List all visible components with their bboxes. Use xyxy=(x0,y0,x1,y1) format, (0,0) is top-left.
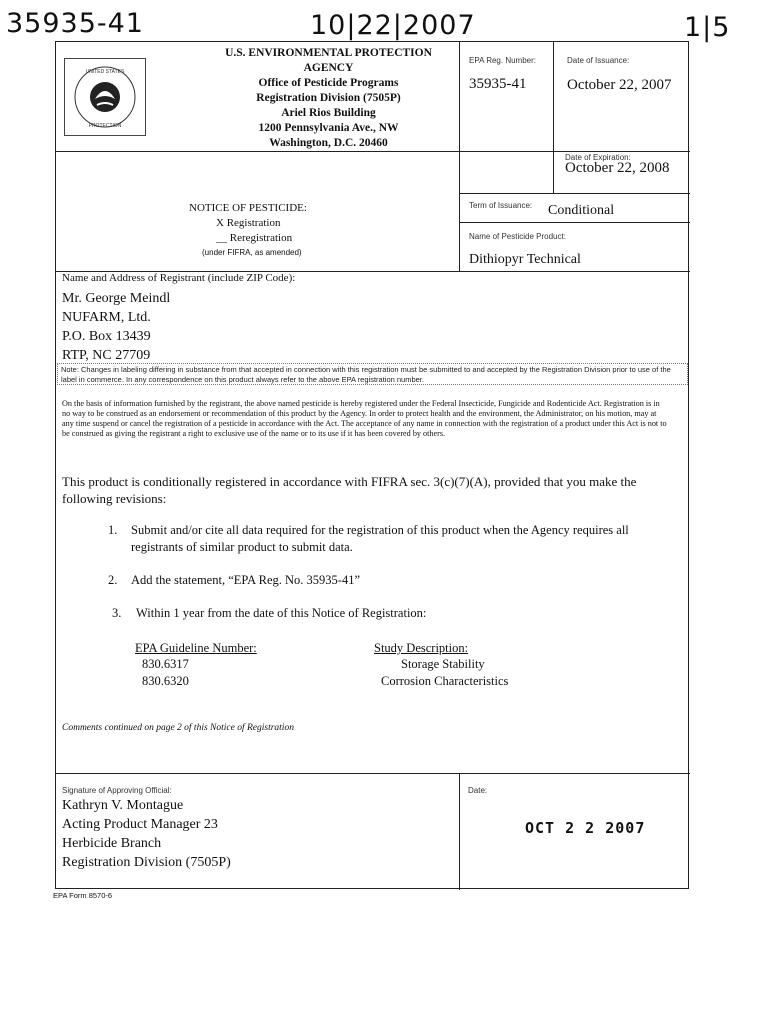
registrant-address xyxy=(62,289,170,365)
svg-text:UNITED STATES: UNITED STATES xyxy=(85,69,125,75)
study-description: Corrosion Characteristics xyxy=(381,674,509,688)
divider xyxy=(553,151,554,193)
signature-block xyxy=(62,796,231,872)
signature-line: Registration Division (7505P) xyxy=(62,855,231,870)
reg-number-label: EPA Reg. Number: xyxy=(469,56,536,65)
divider xyxy=(459,193,690,194)
address-line: P.O. Box 13439 xyxy=(62,329,151,344)
registrant-label: Name and Address of Registrant (include ZIP Code): xyxy=(62,272,296,284)
notice-reregistration: __ Reregistration xyxy=(216,232,293,244)
guideline-number: 830.6320 xyxy=(142,674,189,688)
notice-under: (under FIFRA, as amended) xyxy=(202,248,302,257)
epa-seal xyxy=(64,58,146,136)
item-text: Add the statement, “EPA Reg. No. 35935-41” xyxy=(131,573,361,587)
basis-paragraph: On the basis of information furnished by the registrant, the above named pesticide is hereby registered under the Federal Insecticide, Fungicide and Rodenticide Act. Registration is in no way to be construed as an endorsement or recommendation of this product by the Agency. In order to protect health and the environment, the Administrator, on his motion, may at any time suspend or cancel the registration of a pesticide in accordance with the Act. The acceptance of any name in connection with the registration of a product under this Act is not to be construed as giving the registrant a right to exclusive use of the name or to its use if it has been covered by others. xyxy=(62,399,667,438)
agency-header xyxy=(201,46,456,151)
reg-number-value: 35935-41 xyxy=(469,76,527,92)
agency-line: AGENCY xyxy=(303,62,354,74)
handwritten-reg-number: 35935-41 xyxy=(6,8,144,39)
signature-label: Signature of Approving Official: xyxy=(62,786,172,795)
issuance-value: October 22, 2007 xyxy=(567,77,672,93)
study-description: Storage Stability xyxy=(401,657,485,671)
notice-registration: X Registration xyxy=(216,217,281,229)
divider xyxy=(459,773,460,890)
signature-line: Acting Product Manager 23 xyxy=(62,817,218,832)
agency-line: Registration Division (7505P) xyxy=(256,92,401,104)
registration-form xyxy=(55,41,689,889)
agency-line: Ariel Rios Building xyxy=(281,107,376,119)
product-label: Name of Pesticide Product: xyxy=(469,232,566,241)
signature-line: Herbicide Branch xyxy=(62,836,162,851)
divider xyxy=(553,42,554,151)
agency-line: 1200 Pennsylvania Ave., NW xyxy=(258,122,399,134)
study-description-header: Study Description: xyxy=(374,641,469,655)
comments-note: Comments continued on page 2 of this Notice of Registration xyxy=(62,723,294,733)
item-number: 2. xyxy=(108,573,118,587)
divider xyxy=(56,151,690,152)
item-text: Submit and/or cite all data required for the registration of this product when the Agency requires all registrants of similar product to submit data. xyxy=(131,523,629,554)
form-number: EPA Form 8570-6 xyxy=(53,891,113,900)
expiration-label: Date of Expiration: xyxy=(565,153,631,162)
notice-title: NOTICE OF PESTICIDE: xyxy=(189,202,307,214)
date-label: Date: xyxy=(468,786,488,795)
item-text: Within 1 year from the date of this Notice of Registration: xyxy=(136,606,427,620)
term-label: Term of Issuance: xyxy=(469,201,533,210)
item-number: 3. xyxy=(112,606,122,620)
issuance-label: Date of Issuance: xyxy=(567,56,630,65)
handwritten-date: 10|22|2007 xyxy=(310,10,476,41)
agency-line: Office of Pesticide Programs xyxy=(258,77,399,89)
svg-text:PROTECTION: PROTECTION xyxy=(88,123,122,129)
divider xyxy=(459,42,460,271)
address-line: NUFARM, Ltd. xyxy=(62,310,151,325)
item-number: 1. xyxy=(108,523,118,537)
handwritten-page: 1|5 xyxy=(684,12,731,43)
divider xyxy=(56,773,690,774)
guideline-number: 830.6317 xyxy=(142,657,189,671)
labeling-note: Note: Changes in labeling differing in substance from that accepted in connection with this registration must be submitted to and accepted by the Registration Division prior to use of the label in commerce. In any correspondence on this product always refer to the above EPA registration number. xyxy=(57,363,688,385)
agency-line: U.S. ENVIRONMENTAL PROTECTION xyxy=(225,47,432,59)
term-value: Conditional xyxy=(548,203,615,218)
divider xyxy=(459,222,690,223)
expiration-value: October 22, 2008 xyxy=(565,160,670,176)
signature-line: Kathryn V. Montague xyxy=(62,798,184,813)
date-stamp: OCT 2 2 2007 xyxy=(525,819,646,837)
guideline-number-header: EPA Guideline Number: xyxy=(135,641,257,655)
address-line: Mr. George Meindl xyxy=(62,291,171,306)
product-value: Dithiopyr Technical xyxy=(469,252,581,267)
address-line: RTP, NC 27709 xyxy=(62,348,151,363)
conditional-statement: This product is conditionally registered in accordance with FIFRA sec. 3(c)(7)(A), provided that you make the following revisions: xyxy=(62,474,637,506)
agency-line: Washington, D.C. 20460 xyxy=(269,137,388,149)
